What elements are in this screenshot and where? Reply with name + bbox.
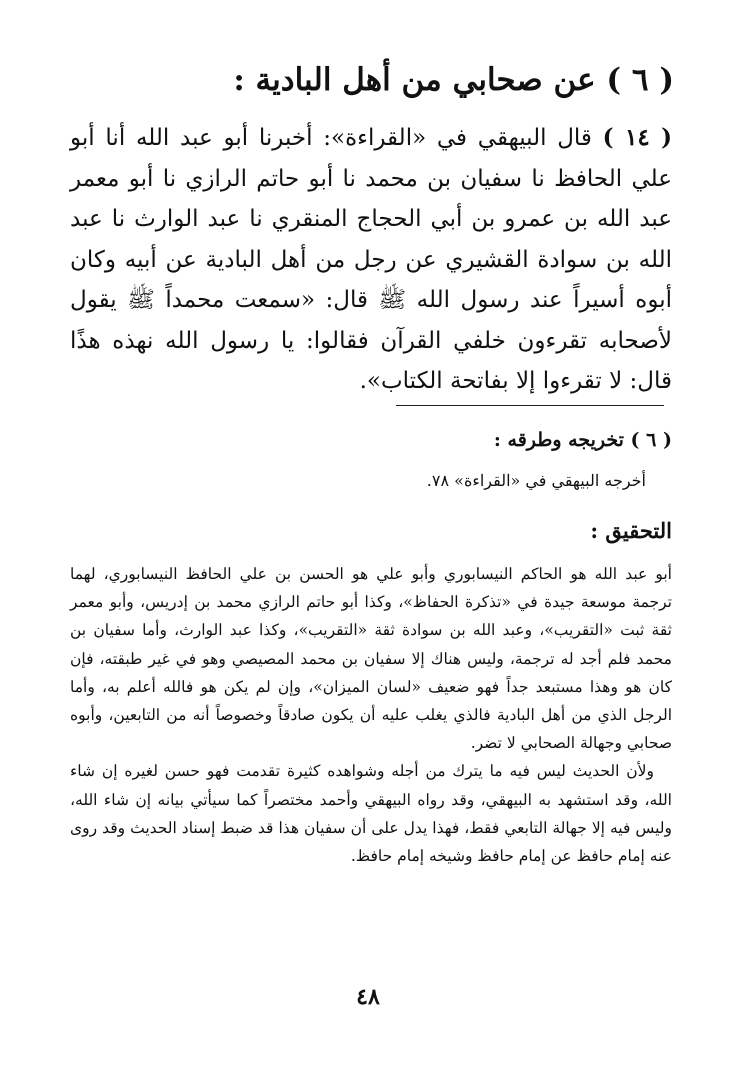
takhrij-heading: ( ٦ ) تخريجه وطرقه : [493, 429, 672, 451]
section-heading: ( ٦ ) عن صحابي من أهل البادية : [233, 62, 674, 98]
tahqiq-body [70, 560, 672, 870]
footnote-divider [396, 405, 664, 406]
takhrij-text: أخرجه البيهقي في «القراءة» ٧٨. [426, 471, 646, 490]
page-number: ٤٨ [356, 984, 380, 1010]
hadith-number: ( ١٤ ) [602, 124, 673, 151]
hadith-text: قال البيهقي في «القراءة»: أخبرنا أبو عبد الله أنا أبو علي الحافظ نا سفيان بن محمد نا أبو حاتم الرازي نا أبو معمر عبد الله بن عمرو بن أبي الحجاج المنقري نا عبد الوارث نا عبد الله بن سوادة القشيري عن رجل من أهل البادية عن أبيه وكان أبوه أسيراً عند رسول الله ﷺ قال: «سمعت محمداً ﷺ يقول لأصحابه تقرءون خلفي القرآن فقالوا: يا رسول الله نهذه هذًا قال: لا تقرءوا إلا بفاتحة الكتاب». [70, 125, 672, 394]
tahqiq-paragraph-1: أبو عبد الله هو الحاكم النيسابوري وأبو علي هو الحسن بن علي الحافظ النيسابوري، لهما ترجمة موسعة جيدة في «تذكرة الحفاظ»، وكذا أبو حاتم الرازي محمد بن إدريس، وأبو معمر ثقة ثبت «التقريب»، وعبد الله بن سوادة ثقة «التقريب»، وكذا عبد الوارث، وأما سفيان بن محمد فلم أجد له ترجمة، وليس هناك إلا سفيان بن محمد المصيصي وهو في غير طبقته، فإن كان هو وهذا مستبعد جداً فهو ضعيف «لسان الميزان»، وإن لم يكن هو فالله أعلم به، وأما الرجل الذي من أهل البادية فالذي يغلب عليه أن يكون صادقاً وخصوصاً أنه من التابعين، وأبوه صحابي وجهالة الصحابي لا تضر. [70, 565, 672, 753]
hadith-block [70, 118, 672, 402]
tahqiq-paragraph-2: ولأن الحديث ليس فيه ما يترك من أجله وشواهده كثيرة تقدمت فهو حسن لغيره إن شاء الله، وقد استشهد به البيهقي، وقد رواه البيهقي وأحمد مختصراً كما سيأتي بيانه إن شاء الله، وليس فيه إلا جهالة التابعي فقط، فهذا يدل على أن سفيان هذا قد ضبط إسناد الحديث وقد روى عنه إمام حافظ عن إمام حافظ وشيخه إمام حافظ. [70, 762, 672, 866]
tahqiq-heading: التحقيق : [590, 518, 672, 543]
